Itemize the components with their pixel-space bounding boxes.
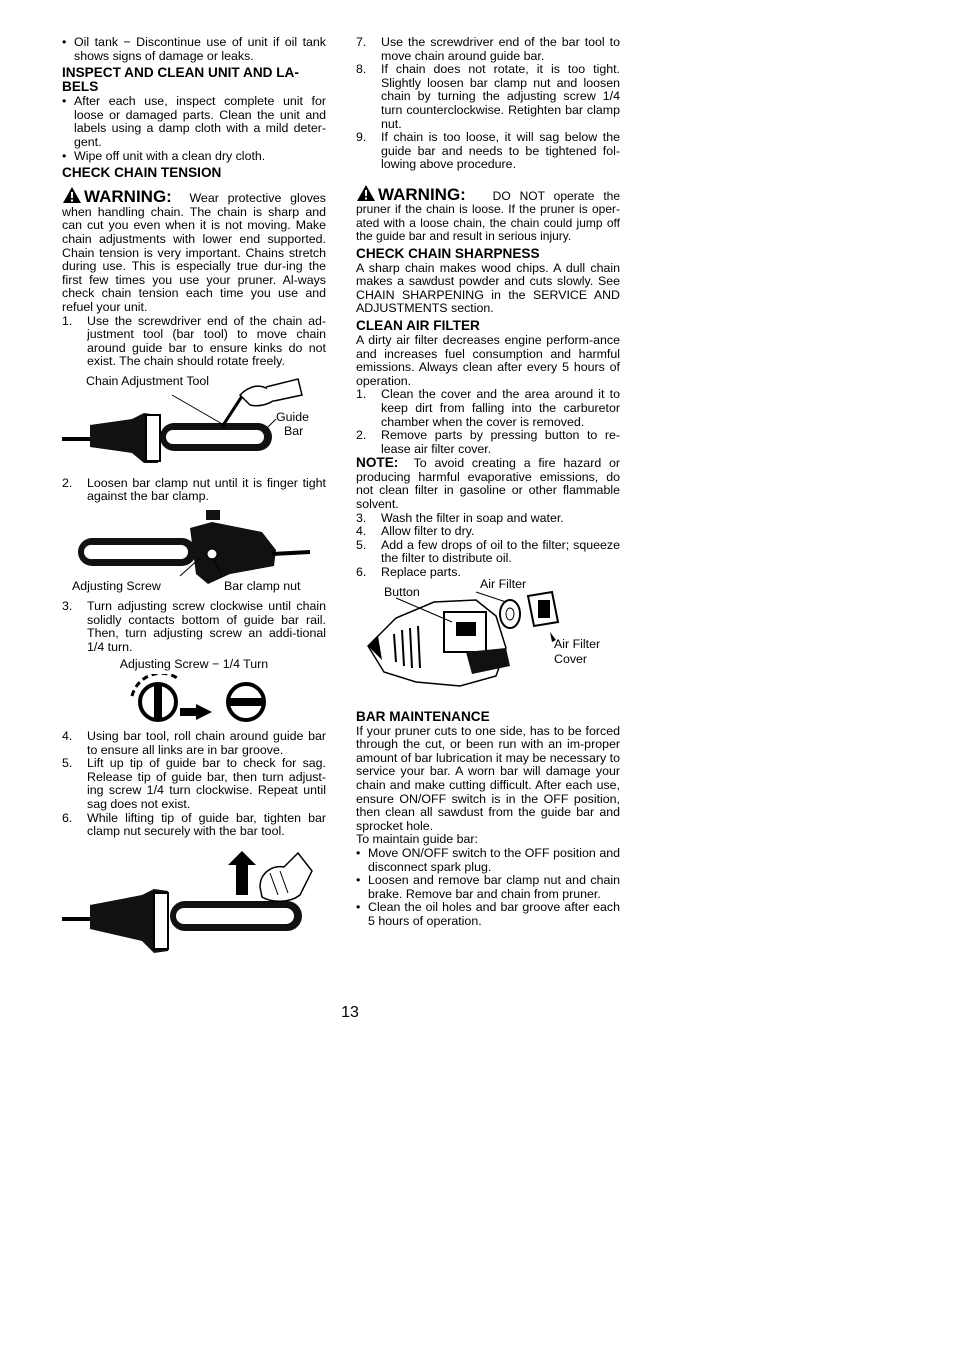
- chain-adjustment-figure: [62, 373, 326, 473]
- steps-list-f: [356, 388, 620, 456]
- air-filter-cover-label-line1: Air Filter: [554, 636, 601, 651]
- page-number: 13: [341, 1004, 359, 1021]
- filter-text: A dirty air filter decreases engine perform-ance and increases fuel consumption and harmful emissions. Always clean after every 5 hours of operation.: [356, 332, 620, 388]
- list-item: 4. Using bar tool, roll chain around guide bar to ensure all links are in bar groove.: [62, 729, 326, 757]
- bar-maintenance-text: If your pruner cuts to one side, has to be forced through the cut, or been run with an im-proper amount of bar lubrication it may be necessary to service your bar. A worn bar will damage your chain and make cutting difficult. After each use, ensure ON/OFF switch is in the OFF position, then clean all sawdust from the guide bar and sprocket hole.: [356, 723, 620, 833]
- air-filter-cover-label-line2: Cover: [554, 651, 588, 666]
- list-item: 5. Lift up tip of guide bar to check for sag. Release tip of guide bar, then turn adjust-ing screw 1/4 turn clockwise. Repeat until sag does not exist.: [62, 756, 326, 811]
- list-item: 3. Turn adjusting screw clockwise until chain solidly contacts bottom of guide bar rail. Then, turn adjusting screw an addi-tional 1/4 turn.: [62, 599, 326, 654]
- bar-clamp-figure: [62, 510, 326, 596]
- quarter-turn-figure: [62, 674, 326, 726]
- maintain-intro: To maintain guide bar:: [356, 832, 478, 847]
- steps-list-g: [356, 512, 620, 580]
- sharpness-heading: CHECK CHAIN SHARPNESS: [356, 245, 540, 261]
- warning-label: WARNING:: [378, 184, 466, 204]
- warning-icon: [356, 184, 376, 202]
- list-item: • After each use, inspect complete unit for loose or damaged parts. Clean the unit and labels using a damp cloth with a mild deter-gent.: [62, 94, 326, 149]
- warning-icon: [62, 186, 82, 204]
- list-item: • Wipe off unit with a clean dry cloth.: [62, 148, 266, 163]
- bar-maintenance-list: [356, 847, 620, 929]
- button-label: Button: [384, 584, 420, 599]
- list-item: 9. If chain is too loose, it will sag below the guide bar and needs to be tightened fol-lowing above procedure.: [356, 130, 620, 172]
- quarter-turn-illustration: [62, 674, 326, 726]
- steps-list-b: [62, 477, 326, 504]
- steps-list-d: [62, 730, 326, 839]
- left-column: [62, 36, 326, 965]
- note-label: NOTE:: [356, 455, 399, 471]
- list-item: • Clean the oil holes and bar groove after each 5 hours of operation.: [356, 900, 620, 928]
- list-item: 6. Replace parts.: [356, 565, 461, 580]
- list-item: 1. Clean the cover and the area around it to keep dirt from falling into the carburetor chamber when the cover is removed.: [356, 387, 620, 429]
- filter-note: NOTE: To avoid creating a fire hazard or producing harmful evaporative emissions, do not clean filter in gasoline or other flammable solvent.: [356, 455, 620, 512]
- lift-bar-figure: [62, 843, 326, 961]
- steps-list-c: [62, 600, 326, 654]
- list-item: 5. Add a few drops of oil to the filter; squeeze the filter to distribute oil.: [356, 537, 620, 566]
- bar-clamp-nut-label: Bar clamp nut: [224, 579, 301, 594]
- list-item: • Move ON/OFF switch to the OFF position and disconnect spark plug.: [356, 845, 620, 874]
- list-item: • Loosen and remove bar clamp nut and chain brake. Remove bar and chain from pruner.: [356, 873, 620, 901]
- list-item: 6. While lifting tip of guide bar, tighten bar clamp nut securely with the bar tool.: [62, 810, 326, 839]
- chain-adjustment-tool-label: Chain Adjustment Tool: [86, 373, 210, 388]
- air-filter-figure: [356, 576, 620, 706]
- adjusting-screw-label: Adjusting Screw: [72, 579, 161, 594]
- quarter-turn-label: Adjusting Screw − 1/4 Turn: [119, 657, 269, 672]
- inspect-list: [62, 95, 326, 163]
- warning-label: WARNING:: [84, 187, 172, 207]
- steps-list-e: [356, 36, 620, 172]
- loose-chain-warning: WARNING: DO NOT operate the pruner if the chain is loose. If the pruner is oper-ated with a loose chain, the chain could jump off the guide bar and result in serious injury.: [356, 184, 620, 244]
- list-item: 1. Use the screwdriver end of the chain ad-justment tool (bar tool) to move chain around guide bar to ensure kinks do not exist. The chain should rotate freely.: [62, 313, 326, 369]
- tension-heading: CHECK CHAIN TENSION: [62, 165, 222, 181]
- list-item: • Oil tank − Discontinue use of unit if oil tank shows signs of damage or leaks.: [62, 35, 326, 63]
- guide-label: Guide: [276, 409, 310, 424]
- bar-label: Bar: [284, 423, 304, 438]
- oil-tank-list: [62, 36, 326, 63]
- list-item: 8. If chain does not rotate, it is too tight. Slightly loosen bar clamp nut and loosen chain by turning the adjusting screw 1/4 turn counterclockwise. Retighten bar clamp nut.: [356, 62, 620, 131]
- inspect-heading: INSPECT AND CLEAN UNIT AND LA-BELS: [62, 65, 299, 95]
- list-item: 2. Remove parts by pressing button to re-lease air filter cover.: [356, 428, 620, 456]
- right-column: [356, 36, 620, 929]
- lift-bar-illustration: [62, 843, 326, 961]
- list-item: 3. Wash the filter in soap and water.: [356, 510, 564, 525]
- tension-warning: WARNING: Wear protective gloves when handling chain. The chain is sharp and can cut you even when it is not moving. Make chain adjustments with lower end supported. Chain tension is very important. Chains stretch during use. This is especially true dur-ing the first few times you use your pruner. Al-ways check chain tension each time you use and refuel your unit.: [62, 187, 326, 314]
- list-item: 4. Allow filter to dry.: [356, 524, 475, 539]
- list-item: 7. Use the screwdriver end of the bar tool to move chain around guide bar.: [356, 35, 620, 63]
- bar-maintenance-heading: BAR MAINTENANCE: [356, 708, 490, 724]
- air-filter-label: Air Filter: [480, 576, 527, 591]
- steps-list-a: [62, 315, 326, 369]
- sharpness-text: A sharp chain makes wood chips. A dull chain makes a sawdust powder and cuts slowly. See CHAIN SHARPENING in the SERVICE AND ADJUSTMENTS section.: [356, 260, 620, 316]
- filter-heading: CLEAN AIR FILTER: [356, 317, 480, 333]
- list-item: 2. Loosen bar clamp nut until it is finger tight against the bar clamp.: [62, 475, 326, 504]
